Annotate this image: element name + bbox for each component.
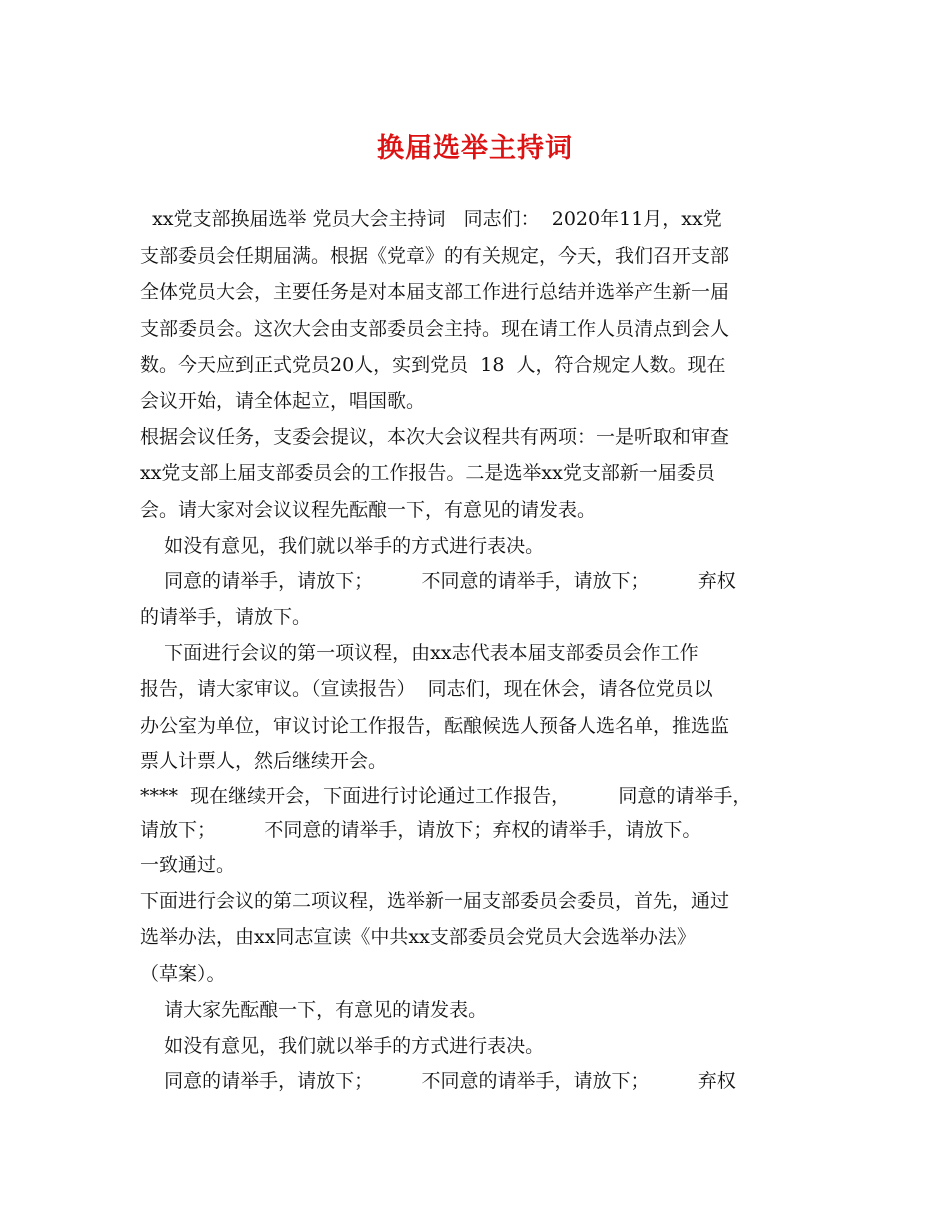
body-line: 如没有意见，我们就以举手的方式进行表决。 [140, 1035, 545, 1057]
body-line: 报告，请大家审议。（宣读报告） 同志们，现在休会，请各位党员以 [140, 678, 713, 700]
body-line: 一致通过。 [140, 854, 236, 876]
body-line: 同意的请举手，请放下； 不同意的请举手，请放下； 弃权 [140, 570, 736, 592]
body-line: 下面进行会议的第二项议程，选举新一届支部委员会委员，首先，通过 [140, 890, 730, 912]
body-line: 请放下； 不同意的请举手，请放下；弃权的请举手，请放下。 [140, 819, 702, 841]
body-line: 如没有意见，我们就以举手的方式进行表决。 [140, 535, 545, 557]
document-title: 换届选举主持词 [377, 133, 573, 164]
body-line: 会议开始，请全体起立，唱国歌。 [140, 390, 426, 412]
body-line: 下面进行会议的第一项议程，由xx志代表本届支部委员会作工作 [140, 642, 699, 664]
body-line: 办公室为单位，审议讨论工作报告，酝酿候选人预备人选名单，推选监 [140, 715, 730, 737]
body-line: **** 现在继续开会，下面进行讨论通过工作报告， 同意的请举手， [140, 785, 752, 807]
body-line: 支部委员会任期届满。根据《党章》的有关规定，今天，我们召开支部 [140, 245, 730, 267]
body-line: （草案）。 [140, 963, 226, 985]
body-line: xx党支部上届支部委员会的工作报告。二是选举xx党支部新一届委员 [140, 462, 715, 484]
body-line: 会。请大家对会议议程先酝酿一下，有意见的请发表。 [140, 499, 597, 521]
body-line: 选举办法，由xx同志宣读《中共xx支部委员会党员大会选举办法》 [140, 926, 696, 948]
body-line: 根据会议任务，支委会提议，本次大会议程共有两项：一是听取和审查 [140, 426, 730, 448]
body-line: 的请举手，请放下。 [140, 606, 312, 628]
body-line: 请大家先酝酿一下，有意见的请发表。 [140, 999, 488, 1021]
body-line: 同意的请举手，请放下； 不同意的请举手，请放下； 弃权 [140, 1070, 736, 1092]
body-line: 支部委员会。这次大会由支部委员会主持。现在请工作人员清点到会人 [140, 318, 730, 340]
body-line: 票人计票人，然后继续开会。 [140, 750, 388, 772]
body-line: 数。今天应到正式党员20人，实到党员 18 人，符合规定人数。现在 [140, 354, 726, 376]
body-line: xx党支部换届选举 党员大会主持词 同志们： 2020年11月，xx党 [140, 208, 722, 230]
body-line: 全体党员大会，主要任务是对本届支部工作进行总结并选举产生新一届 [140, 281, 730, 303]
